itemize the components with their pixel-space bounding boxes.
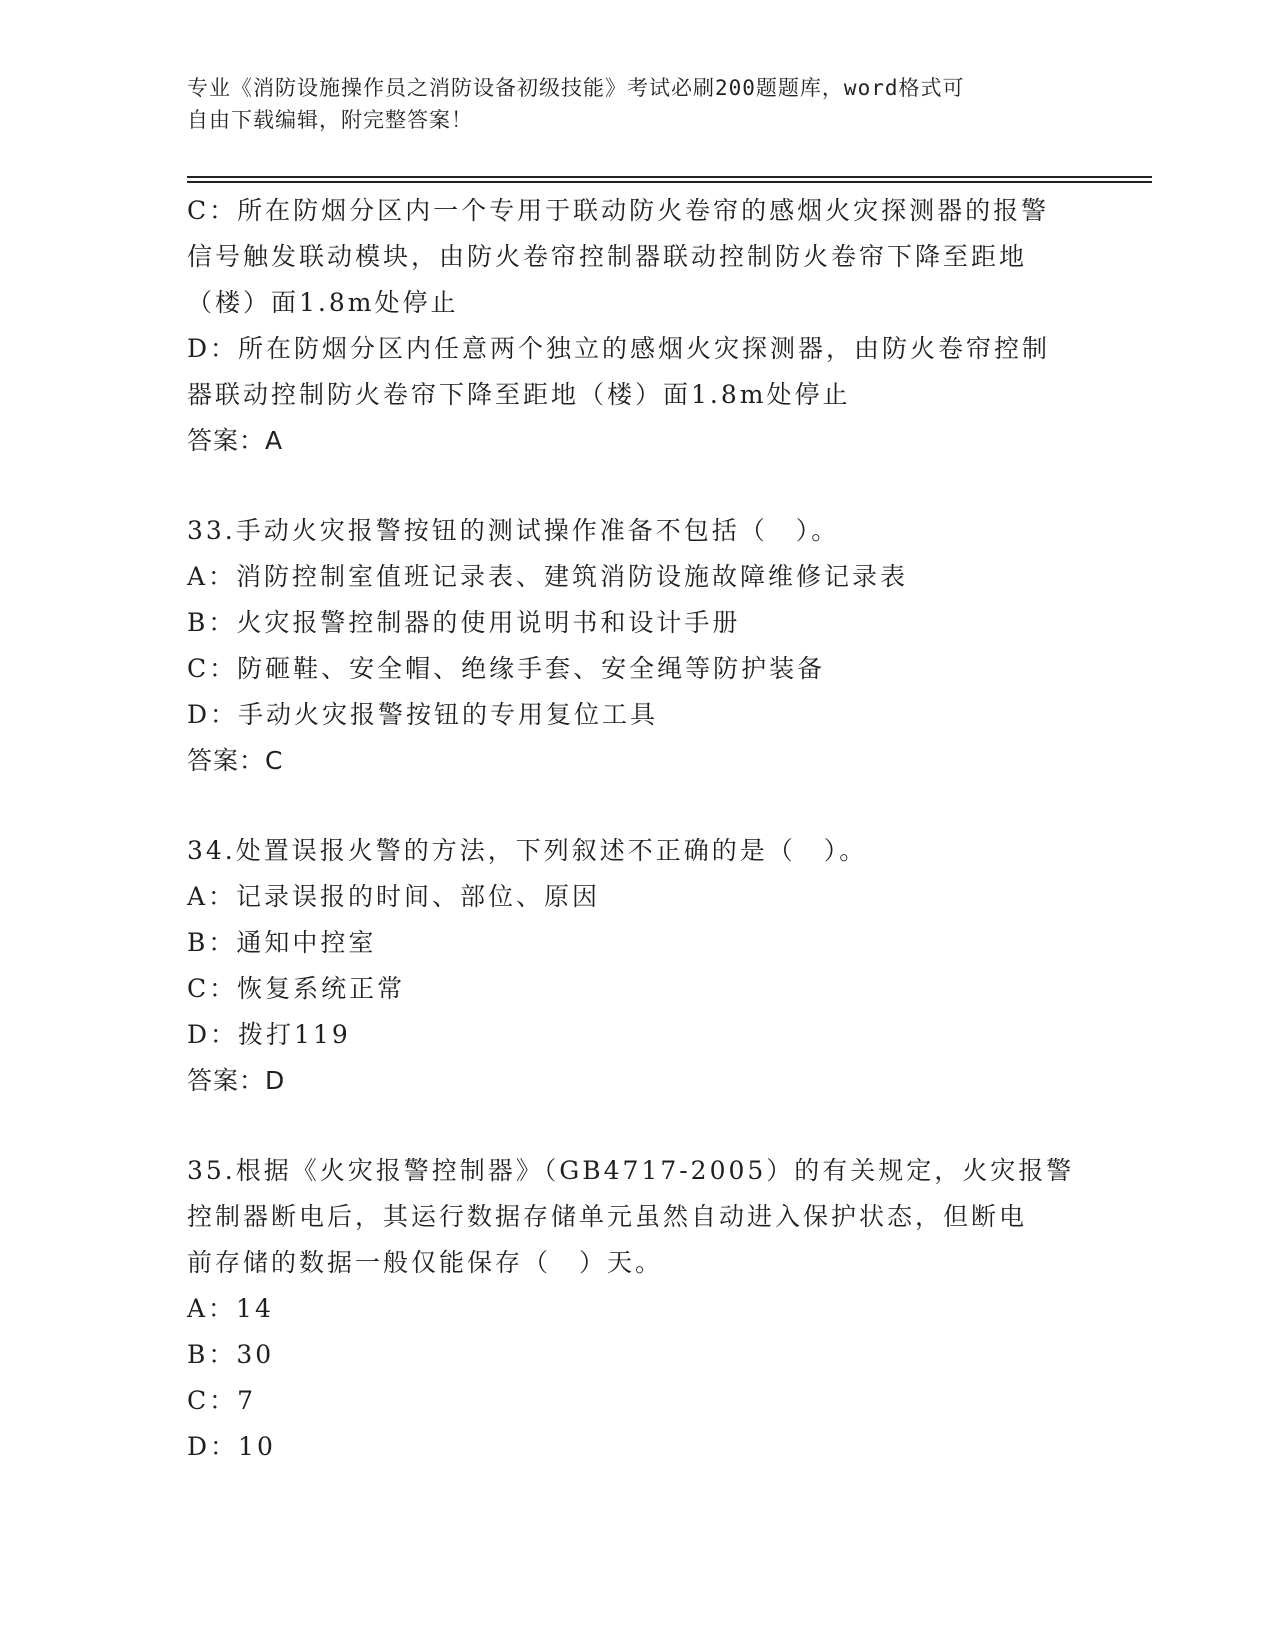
option-d: D：10 xyxy=(187,1432,276,1461)
question-stem-line-1: 35.根据《火灾报警控制器》（GB4717-2005）的有关规定，火灾报警 xyxy=(187,1156,1075,1185)
question-stem: 33.手动火灾报警按钮的测试操作准备不包括（ ）。 xyxy=(187,516,840,545)
option-a: A：消防控制室值班记录表、建筑消防设施故障维修记录表 xyxy=(187,562,909,591)
option-a: A：记录误报的时间、部位、原因 xyxy=(187,882,601,911)
option-c: C：防砸鞋、安全帽、绝缘手套、安全绳等防护装备 xyxy=(187,654,826,683)
spacer xyxy=(187,464,1087,508)
answer-32: 答案：A xyxy=(187,426,284,455)
option-c-line-1: C：所在防烟分区内一个专用于联动防火卷帘的感烟火灾探测器的报警 xyxy=(187,196,1050,225)
option-b: B：通知中控室 xyxy=(187,928,377,957)
answer-34: 答案：D xyxy=(187,1066,286,1095)
option-c-line-3: （楼）面1.8m处停止 xyxy=(187,288,459,317)
option-b: B：30 xyxy=(187,1340,275,1369)
question-32-tail xyxy=(187,188,1087,464)
spacer xyxy=(187,1104,1087,1148)
question-stem: 34.处置误报火警的方法，下列叙述不正确的是（ ）。 xyxy=(187,836,868,865)
option-d: D：拨打119 xyxy=(187,1020,351,1049)
header-divider-bottom xyxy=(187,181,1152,183)
header-divider-top xyxy=(187,176,1152,178)
option-a: A：14 xyxy=(187,1294,274,1323)
option-c-line-2: 信号触发联动模块，由防火卷帘控制器联动控制防火卷帘下降至距地 xyxy=(187,242,1028,271)
question-33 xyxy=(187,508,1087,784)
option-b: B：火灾报警控制器的使用说明书和设计手册 xyxy=(187,608,741,637)
question-content xyxy=(187,188,1087,1470)
question-stem-line-3: 前存储的数据一般仅能保存（ ）天。 xyxy=(187,1248,664,1277)
document-header xyxy=(187,72,1067,136)
option-d-line-1: D：所在防烟分区内任意两个独立的感烟火灾探测器，由防火卷帘控制 xyxy=(187,334,1051,363)
spacer xyxy=(187,784,1087,828)
question-stem-line-2: 控制器断电后，其运行数据存储单元虽然自动进入保护状态，但断电 xyxy=(187,1202,1028,1231)
answer-33: 答案：C xyxy=(187,746,284,775)
header-line-2: 自由下载编辑，附完整答案！ xyxy=(187,108,473,132)
question-35 xyxy=(187,1148,1087,1470)
option-d-line-2: 器联动控制防火卷帘下降至距地（楼）面1.8m处停止 xyxy=(187,380,851,409)
option-c: C：恢复系统正常 xyxy=(187,974,406,1003)
question-34 xyxy=(187,828,1087,1104)
option-d: D：手动火灾报警按钮的专用复位工具 xyxy=(187,700,659,729)
header-line-1: 专业《消防设施操作员之消防设备初级技能》考试必刷200题题库，word格式可 xyxy=(187,76,965,100)
option-c: C：7 xyxy=(187,1386,257,1415)
